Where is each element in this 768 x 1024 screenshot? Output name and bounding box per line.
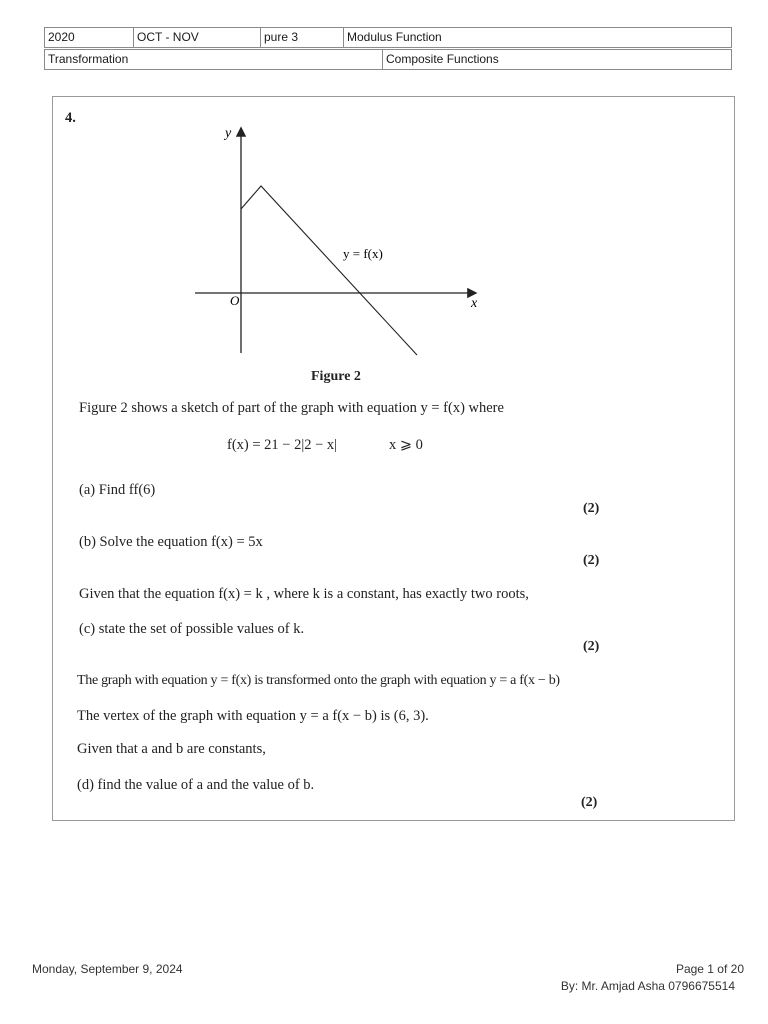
header-paper: pure 3 xyxy=(260,27,344,48)
transform-text: The graph with equation y = f(x) is transformed onto the graph with equation y = a f(x − b) xyxy=(77,673,560,688)
header-row-2 xyxy=(44,49,732,70)
header-row-1 xyxy=(44,27,732,48)
function-equation: f(x) = 21 − 2|2 − x| xyxy=(227,437,338,453)
part-a-text: (a) Find ff(6) xyxy=(79,482,156,498)
header-topic: Modulus Function xyxy=(343,27,732,48)
figure-2-graph xyxy=(53,97,736,367)
question-number: 4. xyxy=(65,110,76,126)
part-d-marks: (2) xyxy=(581,795,598,810)
footer-author: By: Mr. Amjad Asha 0796675514 xyxy=(560,979,735,993)
y-axis-label: y xyxy=(225,126,232,141)
given-ab-text: Given that a and b are constants, xyxy=(77,741,266,757)
footer-date: Monday, September 9, 2024 xyxy=(32,962,183,976)
origin-label: O xyxy=(230,293,240,308)
part-b-marks: (2) xyxy=(583,553,600,568)
header-subtopic-1: Transformation xyxy=(44,49,383,70)
question-box xyxy=(52,96,735,821)
part-d-text: (d) find the value of a and the value of b. xyxy=(77,777,315,793)
part-c-marks: (2) xyxy=(583,639,600,654)
given-k-text: Given that the equation f(x) = k , where k is a constant, has exactly two roots, xyxy=(79,586,529,602)
graph-curve xyxy=(241,186,417,355)
vertex-text: The vertex of the graph with equation y = a f(x − b) is (6, 3). xyxy=(77,708,429,724)
footer-page: Page 1 of 20 xyxy=(675,962,744,976)
curve-label: y = f(x) xyxy=(343,246,383,261)
part-a-marks: (2) xyxy=(583,501,600,516)
header-session: OCT - NOV xyxy=(133,27,261,48)
header-year: 2020 xyxy=(44,27,134,48)
x-axis-label: x xyxy=(471,296,478,311)
function-domain: x ⩾ 0 xyxy=(389,437,423,453)
part-c-text: (c) state the set of possible values of k. xyxy=(79,621,305,637)
part-b-text: (b) Solve the equation f(x) = 5x xyxy=(79,534,263,550)
intro-text: Figure 2 shows a sketch of part of the graph with equation y = f(x) where xyxy=(79,400,504,416)
header-subtopic-2: Composite Functions xyxy=(382,49,732,70)
figure-caption: Figure 2 xyxy=(311,369,361,384)
